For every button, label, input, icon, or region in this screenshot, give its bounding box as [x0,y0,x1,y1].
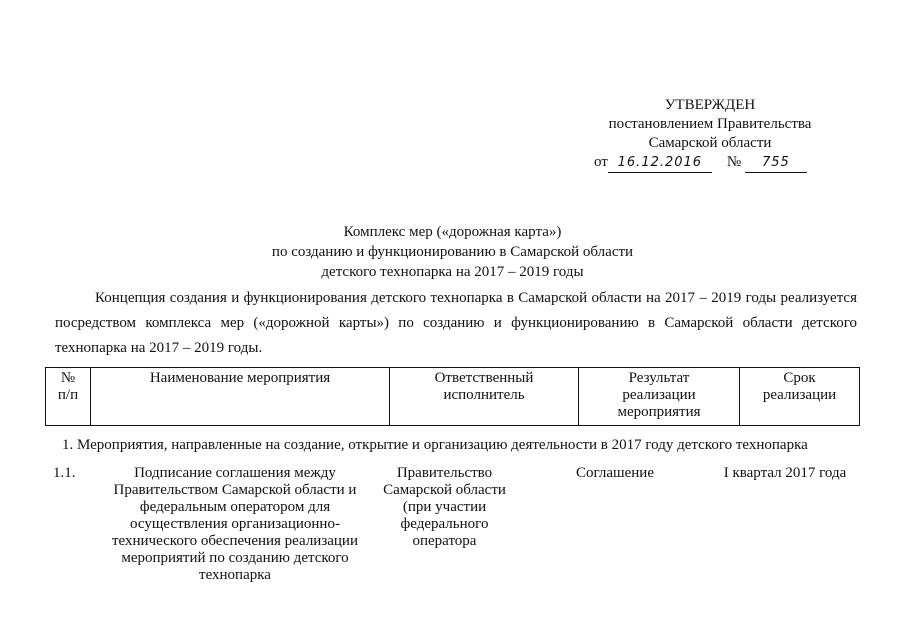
approval-number: 755 [745,153,807,173]
approval-line-1: постановлением Правительства [608,116,812,132]
title-line-1: Комплекс мер («дорожная карта») [343,224,562,240]
row-result: Соглашение [576,465,654,481]
row-activity: Подписание соглашения между Правительством Самарской области и федеральным оператором для осуществления организационно-технического обеспечения реализации мероприятий по созданию детского технопарка [111,465,358,583]
document-title [0,222,905,282]
row-executor: Правительство Самарской области (при участии федерального оператора [383,465,506,549]
number-prefix: № [726,154,742,170]
roadmap-table-header [45,367,860,426]
col-term: Срок реализации [740,368,860,426]
row-term: I квартал 2017 года [723,465,847,481]
title-line-2: по созданию и функционированию в Самарской области [271,244,634,260]
row-number: 1.1. [53,465,76,481]
intro-text: Концепция создания и функционирования детского технопарка в Самарской области на 2017 – 2019 годы реализуется посредством комплекса мер («дорожной карты») по созданию и функционированию в Самарской области детского технопарка на 2017 – 2019 годы. [55,290,857,356]
approval-date: 16.12.2016 [608,153,712,173]
intro-paragraph [55,286,857,361]
approval-heading: УТВЕРЖДЕН [664,97,756,113]
date-prefix: от [594,154,608,170]
approval-line-2: Самарской области [648,135,772,151]
approval-stamp [560,96,860,173]
col-activity: Наименование мероприятия [91,368,390,426]
title-line-3: детского технопарка на 2017 – 2019 годы [321,264,584,280]
col-number: № п/п [46,368,91,426]
col-result: Результат реализации мероприятия [579,368,740,426]
col-executor: Ответственный исполнитель [390,368,579,426]
approval-date-line [560,153,860,173]
section-heading: 1. Мероприятия, направленные на создание, открытие и организацию деятельности в 2017 году детского технопарка [62,437,808,453]
